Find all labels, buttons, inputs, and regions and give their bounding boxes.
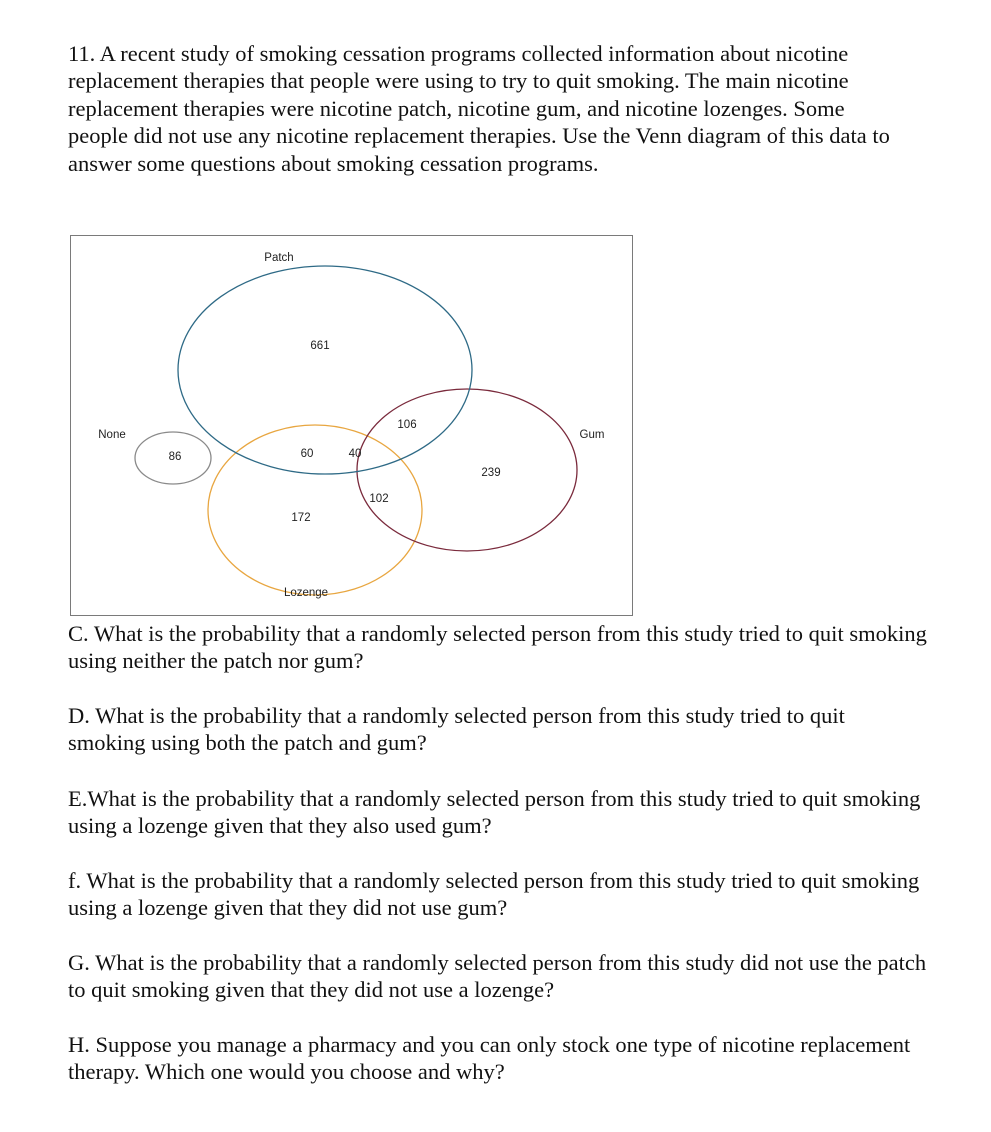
patch-set-label: Patch xyxy=(264,252,294,264)
gum-lozenge-count: 102 xyxy=(369,493,389,505)
gum-set-label: Gum xyxy=(579,429,605,441)
venn-diagram-svg xyxy=(70,235,633,616)
diagram-frame xyxy=(71,236,633,616)
patch-lozenge-count: 60 xyxy=(300,448,314,460)
problem-intro: 11. A recent study of smoking cessation programs collected information about nicotine replacement therapies that people were using to try to quit smoking. The main nicotine replacement therapies were nicotine patch, nicotine gum, and nicotine lozenges. Some people did not use any nicotine replacement therapies. Use the Venn diagram of this data to answer some questions about smoking cessation programs. xyxy=(68,41,890,176)
none-count: 86 xyxy=(168,451,182,463)
question-c: C. What is the probability that a randomly selected person from this study tried to quit smoking using neither the patch nor gum? xyxy=(68,621,927,674)
question-d: D. What is the probability that a randomly selected person from this study tried to quit smoking using both the patch and gum? xyxy=(68,703,845,756)
patch-only-count: 661 xyxy=(310,340,330,352)
lozenge-only-count: 172 xyxy=(291,512,311,524)
question-g: G. What is the probability that a randomly selected person from this study did not use the patch to quit smoking given that they did not use a lozenge? xyxy=(68,950,927,1003)
question-f: f. What is the probability that a randomly selected person from this study tried to quit smoking using a lozenge given that they did not use gum? xyxy=(68,868,920,921)
all-three-count: 40 xyxy=(348,448,362,460)
gum-only-count: 239 xyxy=(481,467,501,479)
patch-gum-count: 106 xyxy=(397,419,417,431)
question-e: E.What is the probability that a randomly selected person from this study tried to quit smoking using a lozenge given that they also used gum? xyxy=(68,786,921,839)
lozenge-set-label: Lozenge xyxy=(283,587,329,599)
none-set-label: None xyxy=(98,429,126,441)
question-h: H. Suppose you manage a pharmacy and you can only stock one type of nicotine replacement therapy. Which one would you choose and why? xyxy=(68,1032,911,1085)
venn-diagram xyxy=(70,235,633,616)
